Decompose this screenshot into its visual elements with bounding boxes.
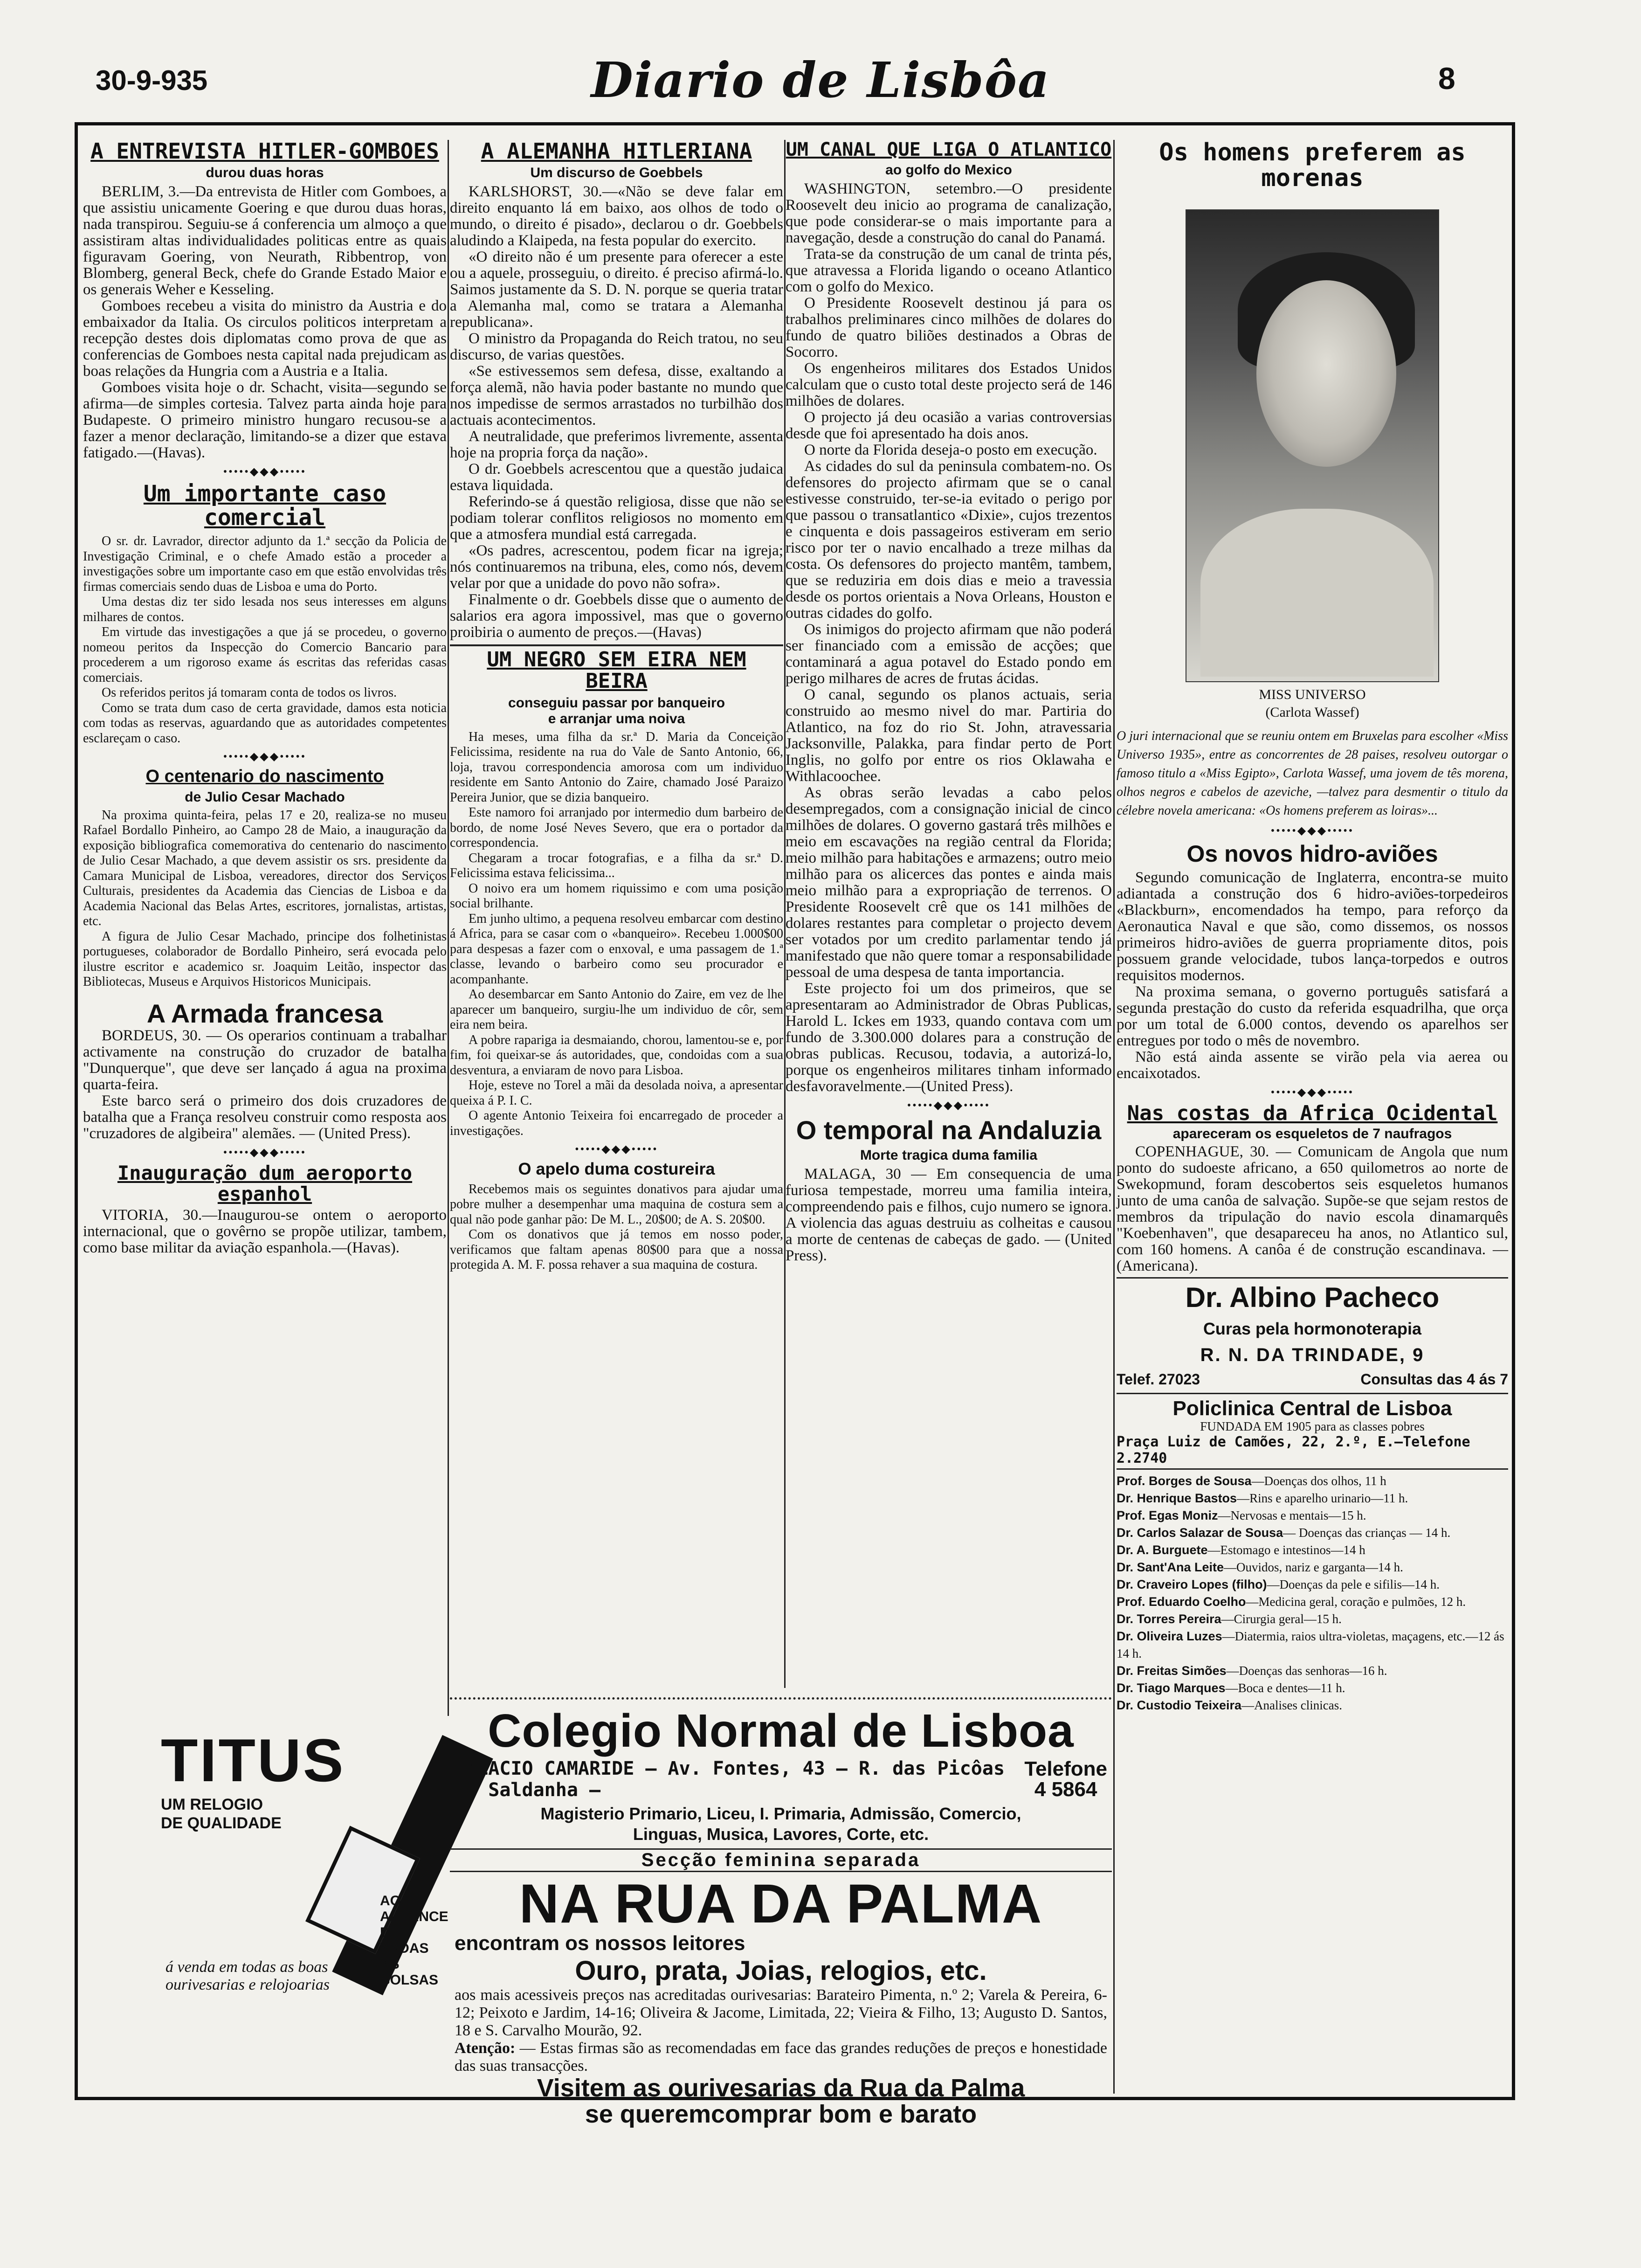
doctor-entry: Dr. Oliveira Luzes—Diatermia, raios ultra-violetas, maçagens, etc.—12 ás 14 h. xyxy=(1117,1629,1504,1661)
ornament-divider: •••••◆◆◆••••• xyxy=(223,466,307,478)
ad-reach-text: AO ALCANCE DE TODAS AS BOLSAS xyxy=(380,1893,448,1988)
ornament-divider: •••••◆◆◆••••• xyxy=(223,751,307,763)
article-subtitle: apareceram os esqueletos de 7 naufragos xyxy=(1172,1126,1452,1142)
column-rule xyxy=(1113,140,1115,2094)
colegio-normal-ad xyxy=(450,1697,1112,2128)
article-title: O temporal na Andaluzia xyxy=(796,1115,1102,1145)
article-body: KARLSHORST, 30.—«Não se deve falar em direito enquanto lá em baixo, aos olhos de todo o mundo, o direito é pisado», declarou o dr. Goebbels aludindo a Klaipeda, na festa popular do exercito. «O direito não é um presente para oferecer a este ou a aquele, prosseguiu, o direito. é preciso afirmá-lo. Saimos justamente da S. D. N. porque se queria tratar a Alemanha mal, como se tratara a Alemanha republicana». O ministro da Propaganda do Reich tratou, no seu discurso, de varias questões. «Se estivessemos sem defesa, disse, exaltando a força alemã, não havia poder bastante no mundo que nos impedisse de sermos arrastados no turbilhão dos actuais acontecimentos. A neutralidade, que preferimos livremente, assenta hoje na propria força da nação». O dr. Goebbels acrescentou que a questão judaica estava liquidada. Referindo-se á questão religiosa, disse que não se podiam tolerar conflitos religiosos no momento em que a atmosfera mundial está carregada. «Os padres, acrescentou, podem ficar na igreja; nós continuaremos na tribuna, eles, como nós, devem velar por que a unidade do povo não sofra». Finalmente o dr. Goebbels disse que o aumento de salarios era agora impossivel, mas que o governo proibiria o aumento de preços.—(Havas) xyxy=(450,183,783,641)
article-title: Nas costas da Africa Ocidental xyxy=(1127,1101,1498,1126)
article-title: A ALEMANHA HITLERIANA xyxy=(481,138,752,164)
masthead xyxy=(0,51,1641,117)
ornament-divider: •••••◆◆◆••••• xyxy=(223,1147,307,1159)
doctor-entry: Dr. Craveiro Lopes (filho)—Doenças da pele e sifilis—14 h. xyxy=(1117,1577,1440,1592)
ornament-divider: •••••◆◆◆••••• xyxy=(575,1143,658,1156)
article-body: Ha meses, uma filha da sr.ª D. Maria da Conceição Felicissima, residente na rua do Vale de Santo Antonio, 66, loja, travou correspondencia amorosa com um individuo residente em Santo Antonio do Zaire, chamado José Paraizo Pereira Junior, que se dizia banqueiro. Este namoro foi arranjado por intermedio dum barbeiro de bordo, de nome José Neves Severo, que era o portador da correspondencia. Chegaram a trocar fotografias, e a filha da sr.ª D. Felicissima estava felicissima... O noivo era um homem riquissimo e com uma posição social brilhante. Em junho ultimo, a pequena resolveu embarcar com destino á Africa, para se casar com o «banqueiro». Recebeu 1.000$00 para despesas a fazer com o enxoval, e uma passagem de 1.ª classe, levando o barbeiro como seu procurador e acompanhante. Ao desembarcar em Santo Antonio do Zaire, em vez de lhe aparecer um banqueiro, surgiu-lhe um individuo de côr, sem eira nem beira. A pobre rapariga ia desmaiando, chorou, lamentou-se e, por fim, foi queixar-se ás autoridades, que, condoidas com a sua desventura, a enviaram de novo para Lisboa. Hoje, esteve no Torel a mãi da desolada noiva, a apresentar queixa á P. I. C. O agente Antonio Teixeira foi encarregado de proceder a investigações. xyxy=(450,729,783,1138)
doctor-entry: Prof. Borges de Sousa—Doenças dos olhos, 11 h xyxy=(1117,1474,1386,1488)
article-subtitle: de Julio Cesar Machado xyxy=(185,789,345,805)
ad-brand: TITUS xyxy=(161,1726,345,1794)
ad-hours: Consultas das 4 ás 7 xyxy=(1360,1370,1508,1388)
article-body: Recebemos mais os seguintes donativos para ajudar uma pobre mulher a desempenhar uma maquina de costura sem a qual não pode ganhar pão: De M. L., 20$00; de A. S. 20$00. Com os donativos que já temos em nosso poder, verificamos que faltam apenas 80$00 para que a nossa protegida A. M. F. possa rehaver a sua maquina de costura. xyxy=(450,1182,783,1272)
ad-tagline: UM RELOGIO DE QUALIDADE xyxy=(161,1796,282,1832)
palma-headline: NA RUA DA PALMA xyxy=(519,1873,1043,1935)
doctor-list xyxy=(1117,1473,1508,1714)
article-body: WASHINGTON, setembro.—O presidente Roosevelt deu inicio ao programa de canalização, que pode considerar-se o mais importante para a navegação, desde a construção do canal do Panamá. Trata-se da construção de um canal de trinta pés, que atravessa a Florida ligando o oceano Atlantico com o golfo do Mexico. O Presidente Roosevelt destinou já para os trabalhos preliminares cinco milhões de dolares do fundo de quatro biliões destinados a Obras de Socorro. Os engenheiros militares dos Estados Unidos calculam que o custo total deste projecto será de 146 milhões de dolares. O projecto já deu ocasião a varias controversias desde que foi apresentado ha dois anos. O norte da Florida deseja-o posto em execução. As cidades do sul da peninsula combatem-no. Os defensores do projecto afirmam que se o canal estivesse construido, ter-se-ia evitado o perigo por que passou o transatlantico «Dixie», cujos trezentos e cinquenta e dois passageiros estiveram em serio risco por ter o navio encalhado a treze milhas da costa. Os defensores do projecto mantêm, tambem, que se reduziria em dois dias e meio a travessia desde os portos orientais a Nova Orleans, Houston e outras cidades do golfo. Os inimigos do projecto afirmam que não poderá ser financiado com a emissão de acções; que contaminará a agua potavel do Estado pondo em perigo milhares de acres de frutas ácidas. O canal, segundo os planos actuais, seria construido ao mesmo nivel do mar. Partiria do Atlantico, na foz do rio St. John, atravessaria Jacksonville, Palakka, para findar perto de Port Inglis, no golfo por entre os rios Oklawaha e Withlacoochee. As obras serão levadas a cabo pelos desempregados, com a consignação inicial de cinco milhões de dolares. O governo gastará três milhões e meio em escavações na região central da Florida; meio milhão para habitações e armazens; outro meio milhão para os alicerces das pontes e ainda mais meio milhão para a expropriação de terrenos. O Presidente Roosevelt crê que os 141 milhões de dolares restantes para completar o projecto devem ser votados por um credito parlamentar tendo já manifestado que não quere tomar a responsabilidade pessoal de uma despesa de tanta importancia. Este projecto foi um dos primeiros, que se apresentaram ao Administrador de Obras Publicas, Harold L. Ickes em 1933, quando contava com um fundo de 3.300.000 dolares para a construção de obras publicas. Recusou, todavia, a autorizá-lo, porque os engenheiros militares tinham informado desfavoravelmente.—(United Press). xyxy=(786,180,1112,1095)
article-subtitle: conseguiu passar por banqueiro xyxy=(508,695,725,711)
page-number: 8 xyxy=(1438,61,1455,96)
article-body: VITORIA, 30.—Inaugurou-se ontem o aeroporto internacional, que o govêrno se propõe utilizar, tambem, como base militar da aviação espanhola.—(Havas). xyxy=(83,1206,447,1256)
article-body: MALAGA, 30 — Em consequencia de uma furiosa tempestade, morreu uma familia inteira, compreendendo pais e filhos, cujo numero se ignora. A violencia das aguas destruiu as colheitas e causou a morte de centenas de cabeças de gado. — (United Press). xyxy=(786,1165,1112,1264)
photo-caption: MISS UNIVERSO xyxy=(1259,687,1366,703)
ad-doctor-name: Dr. Albino Pacheco xyxy=(1185,1282,1440,1314)
article-title: A ENTREVISTA HITLER-GOMBOES xyxy=(90,138,439,164)
article-subtitle: durou duas horas xyxy=(206,165,324,181)
article-subtitle: Um discurso de Goebbels xyxy=(530,165,703,181)
ad-founded: FUNDADA EM 1905 para as classes pobres xyxy=(1200,1419,1425,1434)
article-body: Segundo comunicação de Inglaterra, encontra-se muito adiantada a construção dos 6 hidro-aviões-torpedeiros «Blackburn», encomendados ha tempo, para reforço da Aeronautica Naval e que são, como dissemos, os nossos primeiros hidro-aviões de guerra propriamente ditos, pois possuem grande velocidade, tubos lança-torpedos e outros requisitos modernos. Na proxima semana, o governo português satisfará a segunda prestação do custo da referida esquadrilha, que orça por um total de 6.000 contos, devendo os aparelhos ser entregues por todo o mês de novembro. Não está ainda assente se virão pela via aerea ou encaixotados. xyxy=(1117,869,1508,1082)
issue-date: 30-9-935 xyxy=(96,65,208,96)
article-title: O apelo duma costureira xyxy=(518,1159,715,1179)
article-title: O centenario do nascimento xyxy=(145,767,384,787)
ad-sale-text: á venda em todas as boas ourivesarias e relojoarias xyxy=(165,1958,330,1993)
ad-specialty: Curas pela hormonoterapia xyxy=(1203,1319,1422,1339)
photo-caption: (Carlota Wassef) xyxy=(1265,705,1359,720)
article-title: Os homens preferem as morenas xyxy=(1159,138,1466,192)
doctor-entry: Dr. Freitas Simões—Doenças das senhoras—16 h. xyxy=(1117,1664,1387,1678)
ornament-divider: •••••◆◆◆••••• xyxy=(1270,825,1354,837)
article-body: COPENHAGUE, 30. — Comunicam de Angola que num ponto do sudoeste africano, a 650 quilometros ao norte de Swekopmund, foram descobertos seis esqueletos humanos junto de uma canôa de salvação. Supõe-se que sejam restos de membros da tripulação do navio escola dinamarquês "Koebenhaven", que desapareceu ha anos, no Atlantico sul, com 160 homens. A canôa é de construção escandinava. — (Americana). xyxy=(1117,1143,1508,1275)
ad-section: Secção feminina separada xyxy=(450,1848,1112,1872)
portrait-photo xyxy=(1186,209,1439,682)
pacheco-ad xyxy=(1117,1277,1508,1388)
doctor-entry: Dr. Custodio Teixeira—Analises clinicas. xyxy=(1117,1698,1343,1713)
ornament-divider: •••••◆◆◆••••• xyxy=(907,1099,991,1112)
article-body: O sr. dr. Lavrador, director adjunto da 1.ª secção da Policia de Investigação Criminal, e o chefe Amado estão a proceder a investigações sobre um importante caso em que estão envolvidas três firmas comerciais sendo duas de Lisboa e uma do Porto. Uma destas diz ter sido lesada nos seus interesses em alguns milhares de contos. Em virtude das investigações a que já se procedeu, o governo nomeou peritos da Inspecção do Comercio Bancario para procederem a um rigoroso exame ás escritas das referidas casas comerciais. Os referidos peritos já tomaram conta de todos os livros. Como se trata dum caso de certa gravidade, damos esta noticia com todas as reservas, aguardando que as autoridades competentes esclareçam o caso. xyxy=(83,534,447,746)
column-1 xyxy=(83,140,447,1707)
policlinica-ad xyxy=(1117,1393,1508,1714)
article-subtitle: e arranjar uma noiva xyxy=(548,711,685,726)
article-body: Na proxima quinta-feira, pelas 17 e 20, realiza-se no museu Rafael Bordallo Pinheiro, ao Campo 28 de Maio, a inauguração da exposição bibliografica comemorativa do centenario do nascimento de Julio Cesar Machado, a que devem assistir os srs. presidente da Camara Municipal de Lisboa, vereadores, director dos Serviços Culturais, presidentes da Academia das Ciencias de Lisboa e da Academia Nacional das Belas Artes, escritores, jornalistas, artistas, etc. A figura de Julio Cesar Machado, principe dos folhetinistas portugueses, colaborador de Bordallo Pinheiro, será evocada pelo ilustre escritor e academico sr. Joaquim Leitão, inspector das Bibliotecas, Museus e Arquivos Historicos Municipais. xyxy=(83,808,447,989)
ad-address: Praça Luiz de Camões, 22, 2.º, E.—Telefone 2.2740 xyxy=(1117,1434,1508,1470)
ad-contact-row xyxy=(1117,1371,1508,1388)
doctor-entry: Prof. Egas Moniz—Nervosas e mentais—15 h. xyxy=(1117,1508,1366,1523)
column-3 xyxy=(786,140,1112,1651)
palma-visit: Visitem as ourivesarias da Rua da Palma se queremcomprar bom e barato xyxy=(537,2074,1025,2128)
column-4 xyxy=(1117,138,1508,1713)
article-title: A Armada francesa xyxy=(146,998,383,1028)
article-subtitle: Morte tragica duma familia xyxy=(860,1147,1038,1163)
doctor-entry: Prof. Eduardo Coelho—Medicina geral, coração e pulmões, 12 h. xyxy=(1117,1595,1466,1609)
ornament-divider: •••••◆◆◆••••• xyxy=(1270,1086,1354,1099)
palma-shops: aos mais acessiveis preços nas acreditadas ourivesarias: Barateiro Pimenta, n.º 2; Varela & Pereira, 6-12; Peixoto e Jardim, 14-16; Oliveira & Jacome, Limitada, 22; Vieira & Filho, 13; Augusto D. Santos, 18 e S. Carvalho Mourão, 92. Atenção: — Estas firmas são as recomendadas em face das grandes reduções de preços e honestidade das suas transacções. xyxy=(455,1986,1107,2074)
doctor-entry: Dr. Torres Pereira—Cirurgia geral—15 h. xyxy=(1117,1612,1342,1626)
doctor-entry: Dr. A. Burguete—Estomago e intestinos—14 h xyxy=(1117,1543,1365,1557)
ad-title: Colegio Normal de Lisboa xyxy=(488,1705,1074,1757)
doctor-entry: Dr. Carlos Salazar de Sousa— Doenças das crianças — 14 h. xyxy=(1117,1526,1451,1540)
ad-telephone: Telefone 4 5864 xyxy=(1024,1757,1107,1801)
column-2 xyxy=(450,140,783,1651)
article-title: UM CANAL QUE LIGA O ATLANTICO xyxy=(786,139,1112,160)
newspaper-name: Diario de Lisbôa xyxy=(591,51,1050,109)
article-title: Um importante caso comercial xyxy=(143,481,386,531)
article-title: UM NEGRO SEM EIRA NEM BEIRA xyxy=(487,648,746,693)
article-subtitle: ao golfo do Mexico xyxy=(885,162,1012,178)
ad-address: R. N. DA TRINDADE, 9 xyxy=(1200,1344,1425,1365)
ad-telephone: Telef. 27023 xyxy=(1117,1370,1200,1388)
palma-goods: Ouro, prata, Joias, relogios, etc. xyxy=(575,1956,987,1986)
ad-subjects: Magisterio Primario, Liceu, I. Primaria, Admissão, Comercio, Linguas, Musica, Lavores, Corte, etc. xyxy=(540,1804,1021,1844)
titus-watch-ad xyxy=(86,1725,448,2005)
article-body: BERLIM, 3.—Da entrevista de Hitler com Gomboes, a que assistiu unicamente Goering e que durou duas horas, nada transpirou. Seguiu-se á conferencia um almoço a que assistiram altas individualidades politicas entre as quais figuravam Goering, von Neurath, Ribbentrop, von Blomberg, general Beck, chefe do Grande Estado Maior e os generais Weher e Kesseling. Gomboes recebeu a visita do ministro da Austria e do embaixador da Italia. Os circulos politicos interpretam a recepção destes dois diplomatas como prova de que as conferencias de Gomboes nesta capital nada prejudicam as boas relações da Hungria com a Austria e a Italia. Gomboes visita hoje o dr. Schacht, visita—segundo se afirma—de simples cortesia. Talvez parta ainda hoje para Budapeste. O primeiro ministro hungaro recusou-se a fazer a menor declaração, limitando-se a dizer que estava fatigado.—(Havas). xyxy=(83,183,447,462)
ad-address-row xyxy=(450,1758,1112,1801)
article-title: Os novos hidro-aviões xyxy=(1186,841,1438,867)
article-body: BORDEUS, 30. — Os operarios continuam a trabalhar activamente na construção do cruzador de batalha "Dunquerque", que deve ser lançado á agua na proxima quarta-feira. Este barco será o primeiro dos dois cruzadores de batalha que a França resolveu construir como resposta aos "cruzadores de algibeira" alemães. — (United Press). xyxy=(83,1027,447,1142)
ad-address: PALACIO CAMARIDE — Av. Fontes, 43 — R. das Picôas ao Saldanha — xyxy=(455,1758,1005,1801)
article-body: O juri internacional que se reuniu ontem em Bruxelas para escolher «Miss Universo 1935», entre as concorrentes de 28 paises, resolveu outorgar o famoso titulo a «Miss Egipto», Carlota Wassef, uma jovem de tês morena, olhos negros e cabelos de azeviche, —talvez para desmentir o titulo da célebre novela americana: «Os homens preferem as loiras»... xyxy=(1117,729,1508,818)
column-rule xyxy=(448,140,449,1716)
doctor-entry: Dr. Sant'Ana Leite—Ouvidos, nariz e garganta—14 h. xyxy=(1117,1560,1403,1575)
doctor-entry: Dr. Henrique Bastos—Rins e aparelho urinario—11 h. xyxy=(1117,1491,1408,1506)
palma-encontram: encontram os nossos leitores xyxy=(455,1932,745,1955)
doctor-entry: Dr. Tiago Marques—Boca e dentes—11 h. xyxy=(1117,1681,1345,1695)
article-title: Inauguração dum aeroporto espanhol xyxy=(117,1162,413,1205)
ad-clinic-name: Policlinica Central de Lisboa xyxy=(1172,1397,1452,1420)
